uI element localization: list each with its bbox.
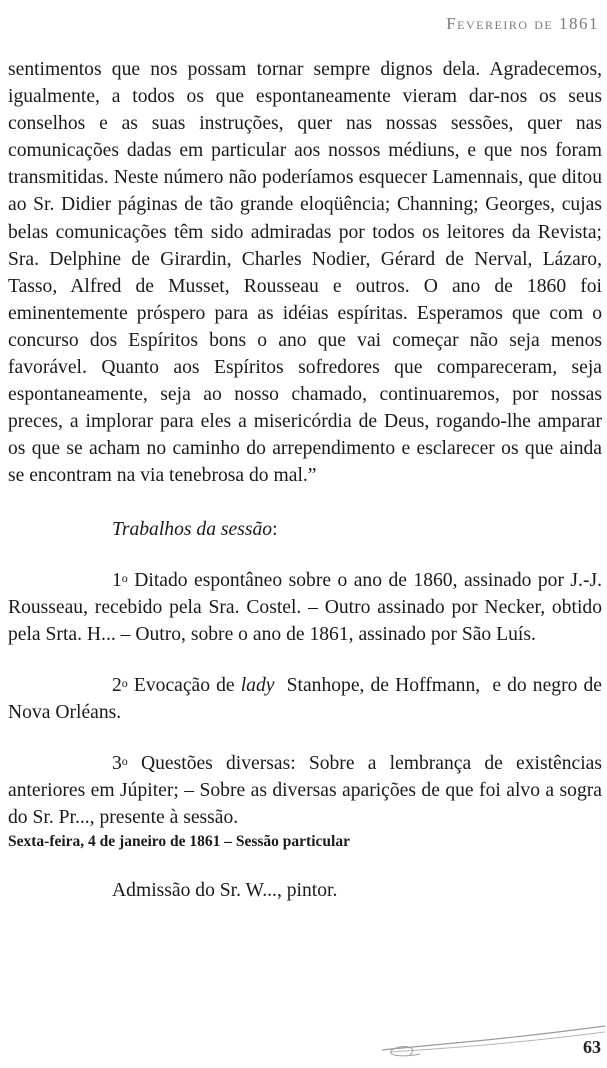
item-number: 1 bbox=[112, 569, 122, 591]
item-ordinal: o bbox=[121, 675, 128, 690]
session-heading: Sexta-feira, 4 de janeiro de 1861 – Sessão particular bbox=[8, 833, 350, 851]
body-paragraph-1: sentimentos que nos possam tornar sempre dignos dela. Agradecemos, igualmente, a todos os que espontaneamente vieram dar-nos os seus conselhos e as suas instruções, quer nas nossas sessões, quer nas comunicações dadas em particular aos nossos médiuns, e que nos foram transmitidas. Neste número não poderíamos esquecer Lamennais, que ditou ao Sr. Didier páginas de tão grande eloqüência; Channing; Georges, cujas belas comunicações têm sido admiradas por todos os leitores da Revista; Sra. Delphine de Girardin, Charles Nodier, Gérard de Nerval, Lázaro, Tasso, Alfred de Musset, Rousseau e outros. O ano de 1860 foi eminentemente próspero para as idéias espíritas. Esperamos que com o concurso dos Espíritos bons o ano que vai começar não seja menos favorável. Quanto aos Espíritos sofredores que compareceram, seja espontaneamente, seja ao nosso chamado, continuaremos, por nossas preces, a implorar para eles a misericórdia de Deus, rogando-lhe amparar os que se acham no caminho do arrependimento e esclarecer os que ainda se encontram na via tenebrosa do mal.” bbox=[8, 59, 602, 487]
item-number: 3 bbox=[112, 753, 122, 775]
item-ordinal: o bbox=[121, 570, 128, 585]
item-ordinal: o bbox=[121, 754, 128, 769]
section-label: Trabalhos da sessão bbox=[112, 518, 273, 540]
item-number: 2 bbox=[112, 674, 122, 696]
section-subheading bbox=[8, 516, 602, 543]
item-text: Ditado espontâneo sobre o ano de 1860, assinado por J.-J. Rousseau, recebido pela Sra. Costel. – Outro assinado por Necker, obtido pela Srta. H... – Outro, sobre o ano de 1861, assinado por São Luís. bbox=[8, 569, 602, 645]
session-item-2 bbox=[8, 672, 607, 726]
running-head: Fevereiro de 1861 bbox=[446, 14, 599, 33]
section-colon: : bbox=[272, 518, 278, 540]
item-italic-word: lady bbox=[240, 674, 275, 696]
decorative-swash-icon bbox=[380, 1022, 607, 1062]
item-text: Questões diversas: Sobre a lembrança de existências anteriores em Júpiter; – Sobre as diversas aparições de que foi alvo a sogra do Sr. Pr..., presente à sessão. bbox=[8, 753, 602, 829]
session-item-1 bbox=[8, 567, 602, 648]
page-number: 63 bbox=[583, 1037, 601, 1057]
session-item-3 bbox=[8, 750, 602, 831]
page-body bbox=[8, 56, 607, 904]
final-line: Admissão do Sr. W..., pintor. bbox=[112, 880, 338, 902]
item-text-after: Stanhope, de Hoffmann, e do negro de Nova Orléans. bbox=[8, 674, 607, 723]
item-text-before: Evocação de bbox=[127, 674, 241, 696]
